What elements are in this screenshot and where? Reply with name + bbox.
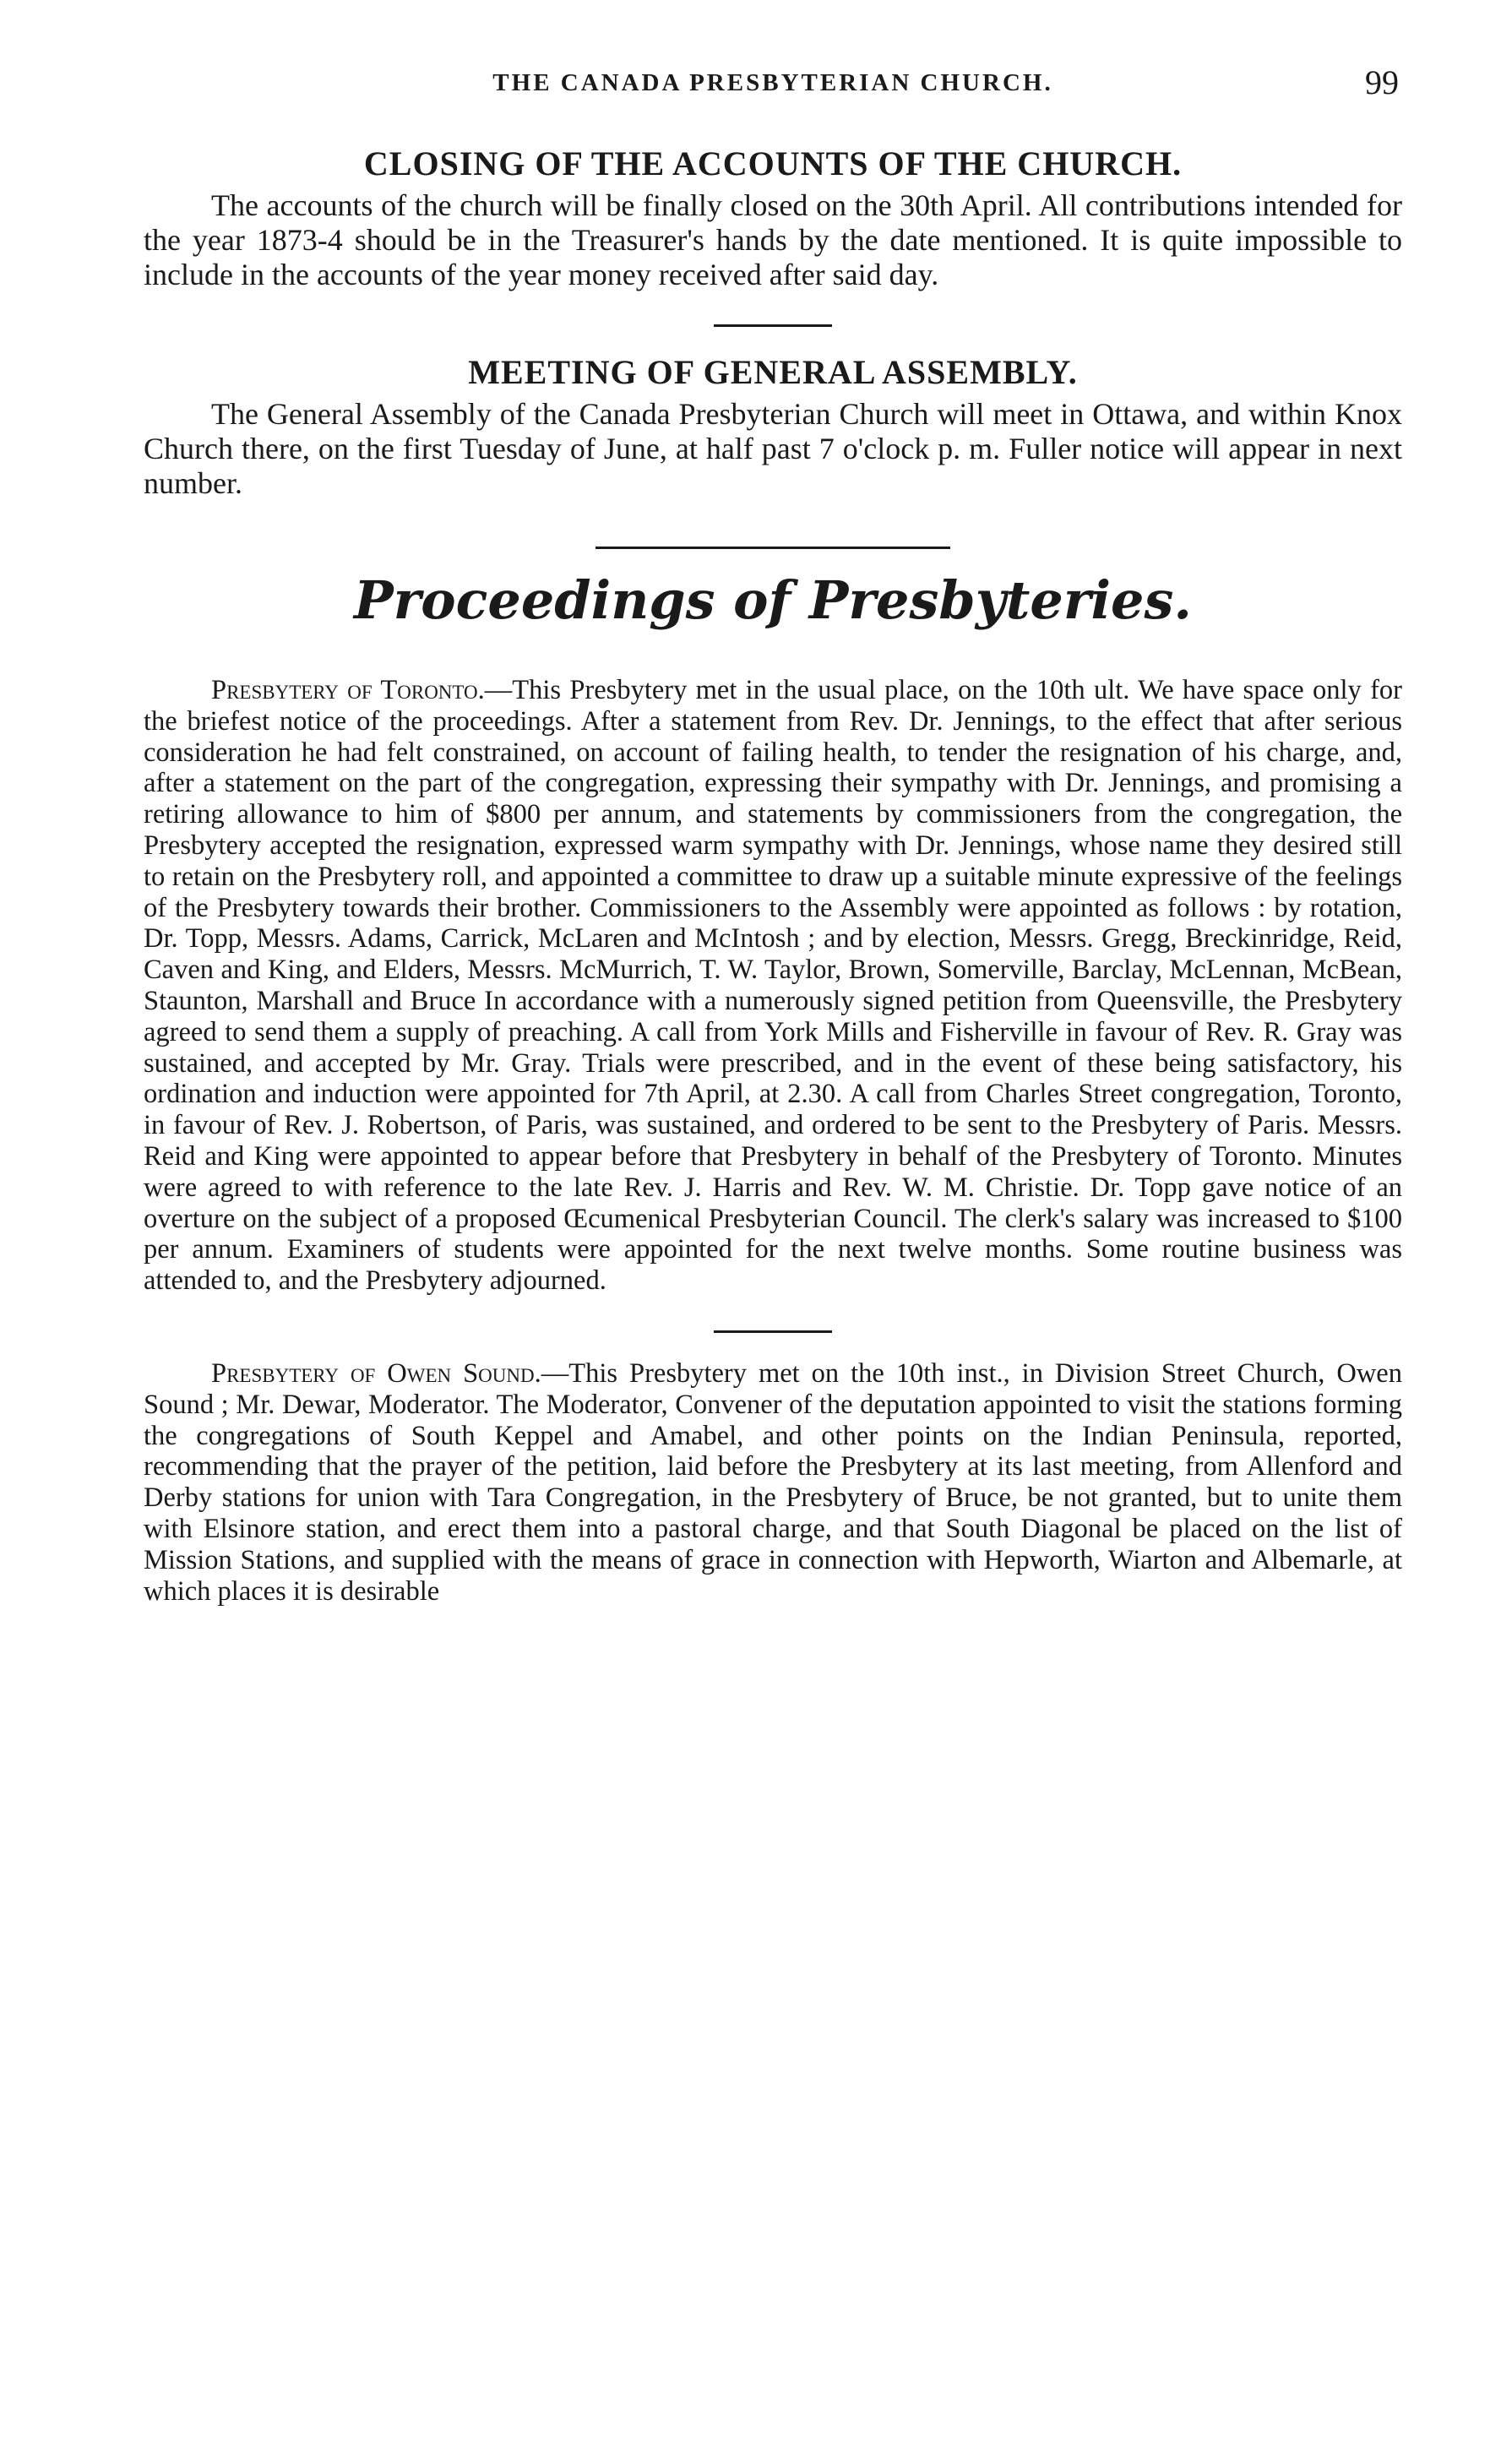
- page: [144, 0, 1402, 1607]
- running-head: [144, 0, 1402, 101]
- owen-sound-report-paragraph: [144, 1358, 1402, 1607]
- toronto-report: [144, 675, 1402, 1297]
- general-assembly-section: [144, 352, 1402, 501]
- toronto-report-body: —This Presbytery met in the usual place, on the 10th ult. We have space only for the briefest notice of the proceedings. After a statement from Rev. Dr. Jennings, to the effect that after serious consideration he had felt constrained, on account of failing health, to tender the resignation of his charge, and, after a statement on the part of the congregation, expressing their sympathy with Dr. Jennings, and promising a retiring allowance to him of $800 per annum, and statements by commissioners from the congregation, the Presbytery accepted the resignation, expressed warm sympathy with Dr. Jennings, whose name they desired still to retain on the Presbytery roll, and appointed a committee to draw up a suitable minute expressive of the feelings of the Presbytery towards their brother. Commissioners to the Assembly were appointed as follows : by rotation, Dr. Topp, Messrs. Adams, Carrick, McLaren and McIntosh ; and by election, Messrs. Gregg, Breckinridge, Reid, Caven and King, and Elders, Messrs. McMurrich, T. W. Taylor, Brown, Somerville, Barclay, McLennan, McBean, Staunton, Marshall and Bruce In accordance with a numerously signed petition from Queensville, the Presbytery agreed to send them a supply of preaching. A call from York Mills and Fisherville in favour of Rev. R. Gray was sustained, and accepted by Mr. Gray. Trials were prescribed, and in the event of these being satisfactory, his ordination and induction were appointed for 7th April, at 2.30. A call from Charles Street congregation, Toronto, in favour of Rev. J. Robertson, of Paris, was sustained, and ordered to be sent to the Presbytery of Paris. Messrs. Reid and King were appointed to appear before that Presbytery in behalf of the Presbytery of Toronto. Minutes were agreed to with reference to the late Rev. J. Harris and Rev. W. M. Christie. Dr. Topp gave notice of an overture on the subject of a proposed Œcumenical Presbyterian Council. The clerk's salary was increased to $100 per annum. Examiners of students were appointed for the next twelve months. Some routine business was attended to, and the Presbytery adjourned.: [144, 675, 1402, 1297]
- section-divider: [714, 324, 832, 327]
- proceedings-heading: Proceedings of Presbyteries.: [354, 569, 1192, 631]
- section-divider: [596, 547, 950, 549]
- general-assembly-body: The General Assembly of the Canada Presbyterian Church will meet in Ottawa, and within Knox Church there, on the first Tuesday of June, at half past 7 o'clock p. m. Fuller notice will appear in next number.: [144, 397, 1402, 500]
- closing-accounts-title: CLOSING OF THE ACCOUNTS OF THE CHURCH.: [363, 144, 1183, 182]
- closing-accounts-body: The accounts of the church will be finally closed on the 30th April. All contributions intended for the year 1873-4 should be in the Treasurer's hands by the date mentioned. It is quite impossible to include in the accounts of the year money received after said day.: [144, 188, 1402, 291]
- page-number: 99: [1365, 63, 1399, 101]
- toronto-report-paragraph: [144, 675, 1402, 1297]
- owen-sound-report: [144, 1358, 1402, 1607]
- running-title: THE CANADA PRESBYTERIAN CHURCH.: [492, 69, 1053, 96]
- toronto-report-lead: Presbytery of Toronto.: [211, 675, 485, 705]
- general-assembly-title: MEETING OF GENERAL ASSEMBLY.: [468, 353, 1078, 391]
- section-divider: [714, 1330, 832, 1333]
- owen-sound-report-body: —This Presbytery met on the 10th inst., in Division Street Church, Owen Sound ; Mr. Dewar, Moderator. The Moderator, Convener of the deputation appointed to visit the stations forming the congregations of South Keppel and Amabel, and other points on the Indian Peninsula, reported, recommending that the prayer of the petition, laid before the Presbytery at its last meeting, from Allenford and Derby stations for union with Tara Congregation, in the Presbytery of Bruce, be not granted, but to unite them with Elsinore station, and erect them into a pastoral charge, and that South Diagonal be placed on the list of Mission Stations, and supplied with the means of grace in connection with Hepworth, Wiarton and Albemarle, at which places it is desirable: [144, 1357, 1402, 1607]
- owen-sound-report-lead: Presbytery of Owen Sound.: [211, 1357, 541, 1389]
- closing-accounts-section: [144, 144, 1402, 292]
